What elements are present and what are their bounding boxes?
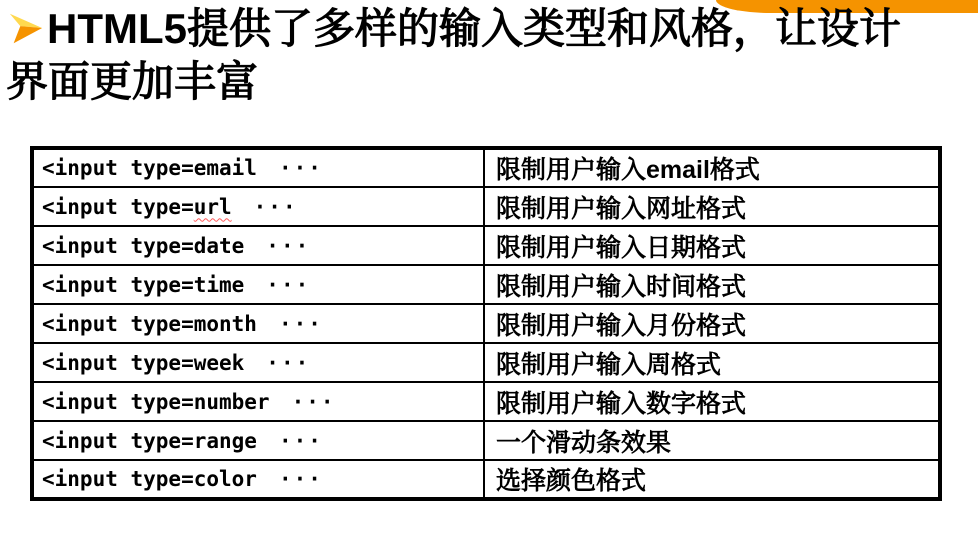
code-cell <box>32 343 484 382</box>
ellipsis-dots: ··· <box>266 350 311 375</box>
table-row <box>32 265 940 304</box>
table-row <box>32 304 940 343</box>
arrow-right-bullet-icon <box>6 10 46 48</box>
table-row <box>32 382 940 421</box>
table-row <box>32 148 940 187</box>
input-type-keyword: url <box>193 194 232 219</box>
code-prefix: <input type= <box>42 233 194 258</box>
code-cell <box>32 460 484 499</box>
ellipsis-dots: ··· <box>278 428 323 453</box>
code-cell <box>32 265 484 304</box>
slide-title-text-2: 界面更加丰富 <box>6 58 259 105</box>
ellipsis-dots: ··· <box>291 389 336 414</box>
code-cell <box>32 382 484 421</box>
table-row <box>32 226 940 265</box>
input-type-keyword: number <box>193 389 270 414</box>
input-type-keyword: time <box>193 272 245 297</box>
description-cell: 限制用户输入email格式 <box>484 148 940 187</box>
slide-title-line-1 <box>6 2 974 55</box>
code-cell <box>32 304 484 343</box>
table-row <box>32 187 940 226</box>
ellipsis-dots: ··· <box>266 272 311 297</box>
description-cell: 一个滑动条效果 <box>484 421 940 460</box>
description-cell: 限制用户输入网址格式 <box>484 187 940 226</box>
description-cell: 限制用户输入周格式 <box>484 343 940 382</box>
input-types-table <box>30 146 942 501</box>
code-prefix: <input type= <box>42 350 194 375</box>
description-cell: 选择颜色格式 <box>484 460 940 499</box>
table-row <box>32 343 940 382</box>
code-prefix: <input type= <box>42 389 194 414</box>
ellipsis-dots: ··· <box>278 311 323 336</box>
slide-title-text-1: HTML5提供了多样的输入类型和风格，让设计 <box>47 5 901 52</box>
input-type-keyword: color <box>193 467 257 491</box>
ellipsis-dots: ··· <box>278 467 323 491</box>
description-cell: 限制用户输入时间格式 <box>484 265 940 304</box>
ellipsis-dots: ··· <box>266 233 311 258</box>
input-type-keyword: date <box>193 233 245 258</box>
code-prefix: <input type= <box>42 467 194 491</box>
input-type-keyword: month <box>193 311 257 336</box>
ellipsis-dots: ··· <box>253 194 298 219</box>
code-cell <box>32 421 484 460</box>
table-row <box>32 421 940 460</box>
input-type-keyword: email <box>193 156 257 180</box>
ellipsis-dots: ··· <box>278 156 323 180</box>
description-cell: 限制用户输入月份格式 <box>484 304 940 343</box>
description-cell: 限制用户输入日期格式 <box>484 226 940 265</box>
input-types-table-wrap <box>30 146 942 501</box>
code-prefix: <input type= <box>42 311 194 336</box>
code-cell <box>32 148 484 187</box>
code-prefix: <input type= <box>42 272 194 297</box>
slide-title-line-2 <box>6 55 974 108</box>
table-row <box>32 460 940 499</box>
input-type-keyword: range <box>193 428 257 453</box>
code-prefix: <input type= <box>42 194 194 219</box>
code-cell <box>32 187 484 226</box>
input-type-keyword: week <box>193 350 245 375</box>
code-prefix: <input type= <box>42 156 194 180</box>
code-prefix: <input type= <box>42 428 194 453</box>
description-cell: 限制用户输入数字格式 <box>484 382 940 421</box>
slide-title <box>6 2 974 108</box>
code-cell <box>32 226 484 265</box>
input-types-table-body <box>32 148 940 499</box>
